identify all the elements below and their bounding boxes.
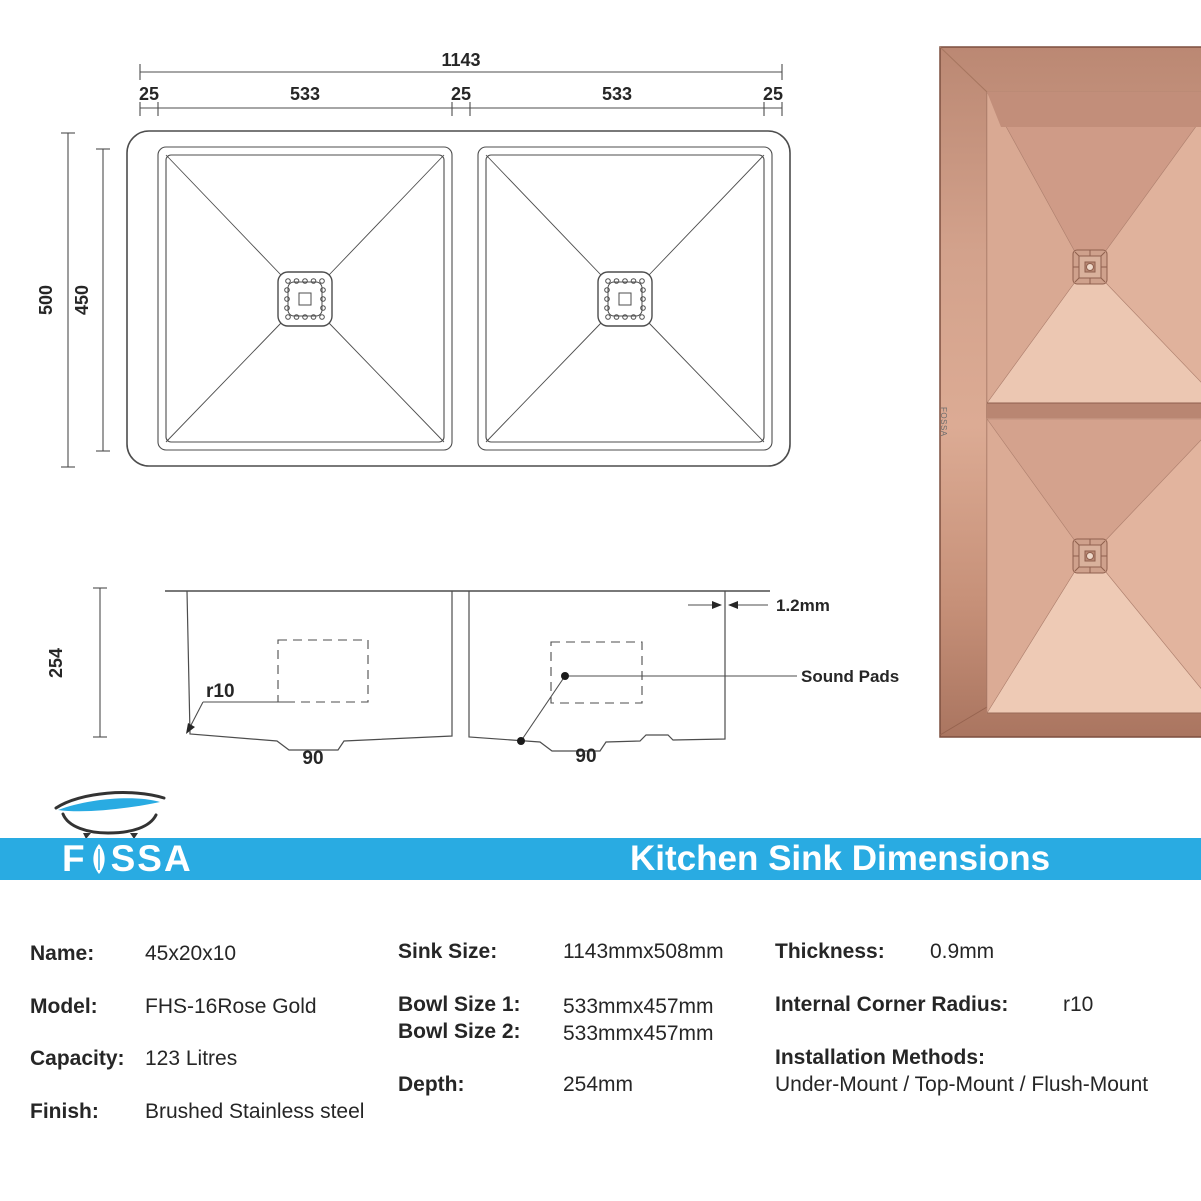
label-sound-pads: Sound Pads: [801, 667, 900, 686]
corner-radius-leader: [186, 702, 288, 734]
spec-depth-label: Depth:: [398, 1073, 465, 1096]
spec-sink-size-label: Sink Size:: [398, 940, 498, 963]
sink-photo-drain-1: [1073, 250, 1107, 284]
dim-line-inner-depth: [96, 149, 110, 451]
spec-model-value: FHS-16Rose Gold: [145, 995, 317, 1018]
spec-name-value: 45x20x10: [145, 942, 237, 965]
product-photo: [938, 45, 1201, 745]
spec-corner-radius-label: Internal Corner Radius:: [775, 993, 1009, 1016]
banner-title: Kitchen Sink Dimensions: [630, 839, 1051, 878]
sound-pads-leader: [517, 672, 797, 745]
top-view: [61, 64, 790, 467]
sink-photo-divider: [987, 403, 1201, 419]
spec-capacity-label: Capacity:: [30, 1047, 125, 1070]
brand-banner: [0, 838, 1201, 880]
logo-letter-f: F: [62, 838, 87, 879]
dim-line-depth: [93, 588, 107, 737]
thickness-callout: [688, 601, 768, 609]
dim-segment-25-right: 25: [762, 84, 784, 104]
spec-bowl-size-2-label: Bowl Size 2:: [398, 1020, 521, 1043]
spec-name-label: Name:: [30, 942, 95, 965]
dim-outer-depth: 500: [36, 284, 56, 316]
drain-1-top-view: [278, 272, 332, 326]
spec-installation-label: Installation Methods:: [775, 1046, 985, 1069]
sound-pad-1: [278, 640, 368, 702]
dim-inner-depth: 450: [72, 284, 92, 316]
leaf-o-icon: [89, 843, 109, 875]
spec-bowl-size-1-label: Bowl Size 1:: [398, 993, 521, 1016]
dim-drain-left: 90: [302, 748, 324, 769]
dim-total-width: 1143: [441, 50, 481, 70]
dim-drain-right: 90: [575, 746, 597, 767]
spec-finish-label: Finish:: [30, 1100, 99, 1123]
dim-segment-533-left: 533: [289, 84, 321, 104]
bowl-2-top-view: [478, 147, 772, 450]
bowl-1-section-profile: [187, 591, 452, 750]
spec-installation-value: Under-Mount / Top-Mount / Flush-Mount: [775, 1073, 1149, 1096]
spec-capacity-value: 123 Litres: [145, 1047, 238, 1070]
spec-thickness-label: Thickness:: [775, 940, 885, 963]
drain-2-top-view: [598, 272, 652, 326]
bathtub-icon: [50, 786, 172, 840]
dim-segment-533-right: 533: [601, 84, 633, 104]
sink-photo-drain-2: [1073, 539, 1107, 573]
label-corner-radius: r10: [206, 681, 235, 702]
dim-segment-25-center: 25: [450, 84, 472, 104]
section-view: [93, 588, 797, 751]
spec-bowl-size-2-value: 533mmx457mm: [563, 1022, 714, 1045]
bowl-2-section-profile: [469, 591, 725, 751]
dim-line-segments: [140, 102, 782, 116]
fossa-logo: [62, 838, 193, 880]
sink-outline-top-view: [127, 131, 790, 466]
spec-model-label: Model:: [30, 995, 98, 1018]
bowl-1-top-view: [158, 147, 452, 450]
dim-segment-25-left: 25: [138, 84, 160, 104]
spec-corner-radius-value: r10: [1063, 993, 1094, 1016]
dim-depth: 254: [46, 647, 66, 679]
label-wall-thickness: 1.2mm: [776, 596, 830, 615]
photo-brand-mark: [908, 407, 948, 421]
logo-letters-ssa: SSA: [110, 838, 193, 879]
spec-thickness-value: 0.9mm: [930, 940, 995, 963]
spec-bowl-size-1-value: 533mmx457mm: [563, 995, 714, 1018]
sink-photo-bowl-1: [987, 92, 1201, 403]
spec-sink-size-value: 1143mmx508mm: [563, 940, 724, 963]
spec-finish-value: Brushed Stainless steel: [145, 1100, 365, 1123]
spec-depth-value: 254mm: [563, 1073, 634, 1096]
